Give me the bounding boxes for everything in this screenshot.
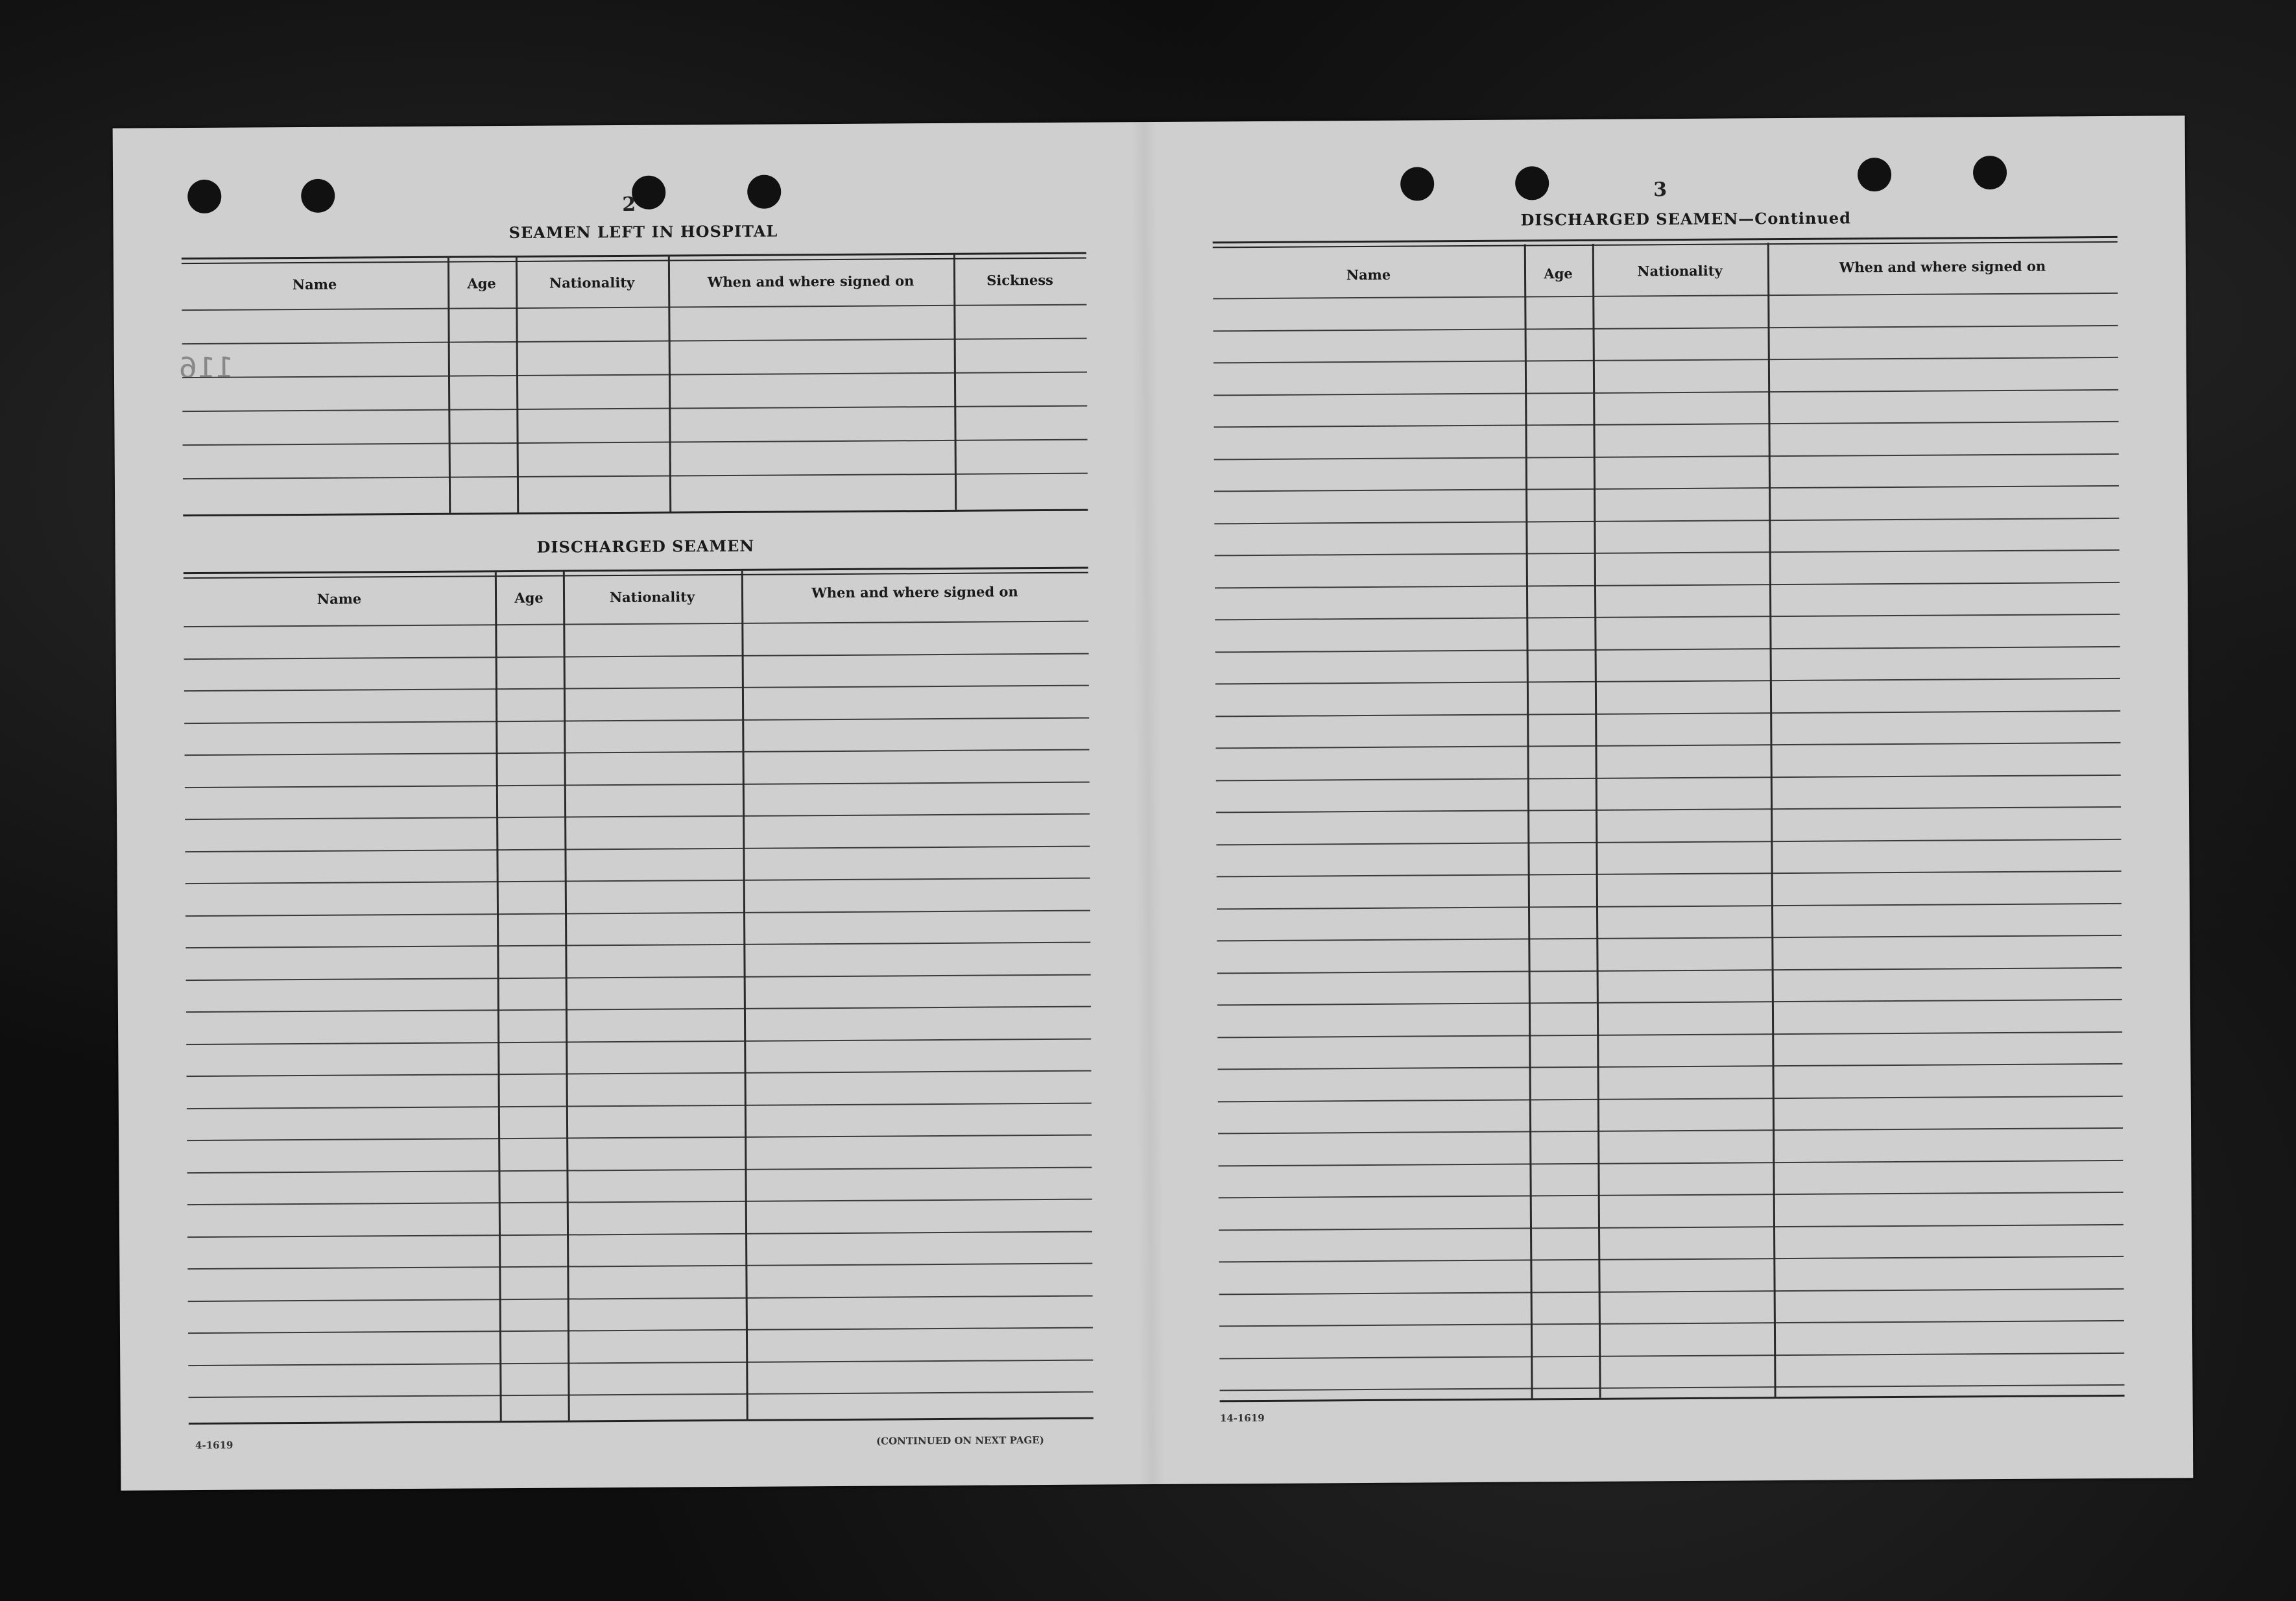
row-line xyxy=(187,1167,1092,1174)
discharged-continued-title: DISCHARGED SEAMEN—Continued xyxy=(1520,208,1852,230)
continued-note: (CONTINUED ON NEXT PAGE) xyxy=(876,1434,1044,1447)
row-line xyxy=(185,910,1090,917)
punch-hole xyxy=(747,175,781,208)
row-line xyxy=(186,1039,1091,1046)
row-line xyxy=(187,1199,1092,1206)
row-line xyxy=(1214,518,2119,525)
row-line xyxy=(1219,1256,2123,1263)
column-divider xyxy=(668,255,671,512)
row-line xyxy=(186,1006,1091,1013)
column-divider xyxy=(495,572,502,1421)
row-line xyxy=(1215,678,2120,685)
page-number-right: 3 xyxy=(1653,178,1668,202)
row-line xyxy=(188,1295,1093,1303)
row-line xyxy=(1214,357,2118,364)
continued-col-age: Age xyxy=(1544,265,1573,282)
column-divider xyxy=(516,256,519,512)
row-line xyxy=(182,338,1087,345)
row-line xyxy=(1217,999,2122,1006)
row-line xyxy=(1219,1353,2124,1360)
row-line xyxy=(1217,903,2122,910)
row-line xyxy=(184,685,1089,692)
hospital-table-title: SEAMEN LEFT IN HOSPITAL xyxy=(508,221,778,243)
row-line xyxy=(1215,646,2120,653)
row-line xyxy=(1214,389,2118,396)
row-line xyxy=(187,1263,1092,1270)
column-divider xyxy=(953,253,957,510)
discharged-col-when-where: When and where signed on xyxy=(811,583,1018,601)
column-divider xyxy=(1767,243,1776,1397)
column-divider xyxy=(741,571,748,1419)
row-line xyxy=(184,717,1089,725)
row-line xyxy=(186,974,1091,981)
header-underline xyxy=(1213,293,2118,300)
row-line xyxy=(185,846,1090,853)
row-line xyxy=(187,1070,1092,1077)
header-underline xyxy=(184,621,1088,628)
row-line xyxy=(1217,871,2122,878)
column-divider xyxy=(1592,244,1601,1398)
row-line xyxy=(182,372,1087,379)
row-line xyxy=(183,473,1088,480)
row-line xyxy=(1219,1224,2123,1231)
table-bottom-rule xyxy=(1220,1395,2125,1402)
row-line xyxy=(1216,839,2121,846)
row-line xyxy=(1216,806,2121,813)
page-number-left: 2 xyxy=(622,193,636,216)
row-line xyxy=(189,1391,1094,1399)
punch-hole xyxy=(1400,167,1434,200)
row-line xyxy=(187,1135,1092,1142)
discharged-table-title: DISCHARGED SEAMEN xyxy=(536,536,755,557)
row-line xyxy=(1218,1063,2123,1070)
row-line xyxy=(1220,1384,2125,1391)
row-line xyxy=(188,1360,1093,1367)
row-line xyxy=(1217,935,2122,942)
form-code-right: 14-1619 xyxy=(1219,1412,1265,1425)
row-line xyxy=(188,1327,1093,1334)
punch-hole xyxy=(1858,158,1891,191)
row-line xyxy=(1219,1288,2124,1295)
punch-hole xyxy=(632,176,665,210)
column-divider xyxy=(563,572,570,1421)
stamp-number: 116 xyxy=(178,351,234,385)
table-bottom-rule xyxy=(189,1417,1094,1425)
punch-hole xyxy=(1973,156,2007,189)
row-line xyxy=(184,653,1089,660)
row-line xyxy=(187,1103,1092,1110)
row-line xyxy=(1214,421,2118,428)
hospital-col-when-where: When and where signed on xyxy=(707,272,915,291)
row-line xyxy=(1218,1127,2123,1135)
row-line xyxy=(182,405,1087,413)
row-line xyxy=(1215,710,2120,717)
row-line xyxy=(1218,1160,2123,1167)
row-line xyxy=(1217,1031,2122,1039)
column-divider xyxy=(448,256,451,513)
form-code-left: 4-1619 xyxy=(195,1439,233,1452)
row-line xyxy=(1216,775,2121,782)
discharged-col-name: Name xyxy=(317,590,362,607)
row-line xyxy=(1215,614,2120,621)
form-sheet xyxy=(113,115,2194,1490)
hospital-col-name: Name xyxy=(292,276,337,293)
page-fold xyxy=(1131,122,1166,1484)
punch-hole xyxy=(1515,166,1549,200)
discharged-col-nationality: Nationality xyxy=(609,588,695,606)
punch-hole xyxy=(301,179,335,213)
continued-col-name: Name xyxy=(1346,266,1391,283)
row-line xyxy=(187,1231,1092,1238)
row-line xyxy=(1214,453,2119,461)
row-line xyxy=(1217,967,2122,974)
hospital-col-sickness: Sickness xyxy=(987,271,1054,289)
row-line xyxy=(183,439,1088,446)
row-line xyxy=(1214,485,2119,492)
hospital-col-nationality: Nationality xyxy=(549,274,635,291)
row-line xyxy=(1219,1320,2124,1327)
hospital-col-age: Age xyxy=(467,275,496,292)
discharged-col-age: Age xyxy=(514,589,544,607)
column-divider xyxy=(1524,244,1533,1398)
row-line xyxy=(1215,582,2120,589)
row-line xyxy=(185,813,1090,821)
continued-col-when-where: When and where signed on xyxy=(1839,258,2046,276)
row-line xyxy=(1219,1192,2123,1199)
row-line xyxy=(185,782,1090,789)
row-line xyxy=(1215,549,2120,557)
row-line xyxy=(1218,1096,2123,1103)
row-line xyxy=(185,942,1090,949)
continued-col-nationality: Nationality xyxy=(1637,262,1723,280)
row-line xyxy=(185,878,1090,885)
header-underline xyxy=(182,304,1086,311)
row-line xyxy=(1214,325,2118,332)
punch-hole xyxy=(187,180,221,213)
row-line xyxy=(185,749,1090,756)
table-bottom-rule xyxy=(183,509,1088,517)
row-line xyxy=(1215,742,2120,749)
